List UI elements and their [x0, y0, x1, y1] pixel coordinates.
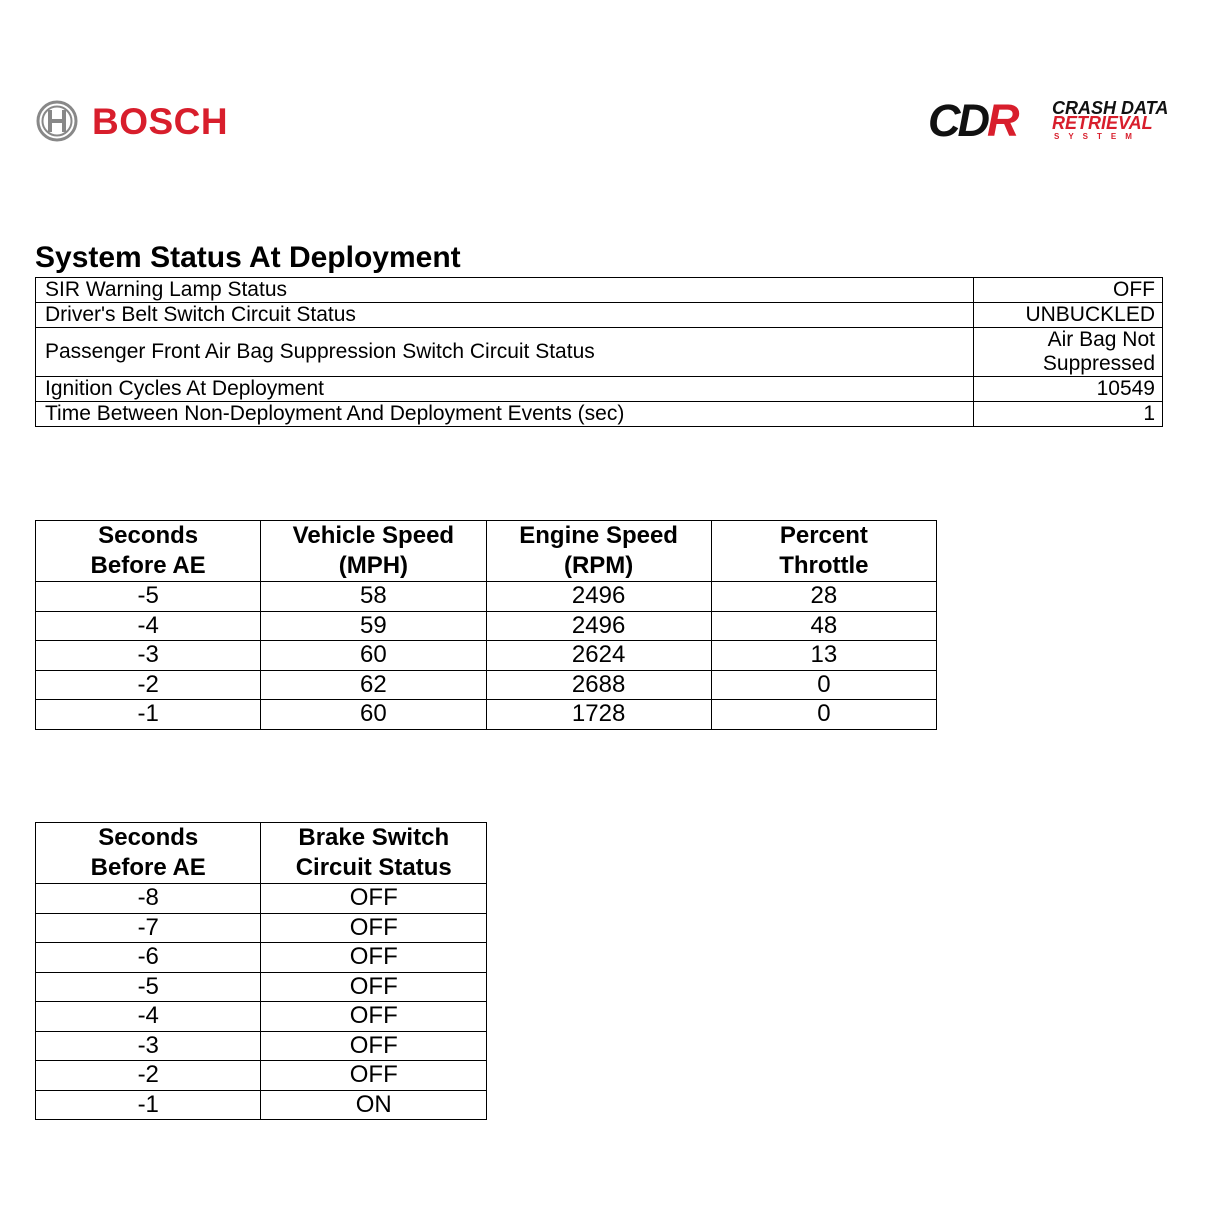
- table-row: [36, 670, 937, 700]
- table-cell: -2: [36, 670, 261, 700]
- brake-switch-table: [35, 822, 487, 1120]
- header-line: Seconds: [98, 522, 199, 549]
- table-cell: 2688: [486, 670, 711, 700]
- table-cell: 0: [711, 670, 936, 700]
- table-cell: -7: [36, 913, 261, 943]
- status-value: 10549: [974, 377, 1163, 402]
- cdr-letter-d: D: [957, 95, 987, 146]
- header-line: Engine Speed: [519, 522, 678, 549]
- table-row: [36, 377, 1163, 402]
- cdr-letter-c: C: [928, 95, 958, 146]
- table-cell: 2496: [486, 582, 711, 612]
- header-line: Before AE: [90, 854, 206, 881]
- table-row: [36, 1090, 487, 1120]
- cdr-tagline-retrieval: RETRIEVAL: [1052, 113, 1153, 133]
- bosch-armature-icon: [36, 100, 78, 142]
- table-cell: 60: [261, 641, 486, 671]
- status-value: [974, 328, 1163, 377]
- table-cell: OFF: [261, 1031, 487, 1061]
- table-row: [36, 1002, 487, 1032]
- header-line: (MPH): [338, 552, 409, 579]
- table-cell: 2496: [486, 611, 711, 641]
- cdr-letter-r: R: [987, 95, 1017, 146]
- table-cell: -1: [36, 700, 261, 730]
- table-row: [36, 402, 1163, 427]
- cdr-tagline-system: SYSTEM: [1054, 132, 1141, 141]
- table-cell: 48: [711, 611, 936, 641]
- column-header: [486, 521, 711, 582]
- cdr-letters: [928, 96, 1017, 146]
- table-cell: 0: [711, 700, 936, 730]
- header-line: Brake Switch: [298, 824, 450, 851]
- table-row: [36, 943, 487, 973]
- table-cell: -3: [36, 1031, 261, 1061]
- table-cell: 1728: [486, 700, 711, 730]
- status-value: 1: [974, 402, 1163, 427]
- table-cell: OFF: [261, 884, 487, 914]
- table-cell: 28: [711, 582, 936, 612]
- table-cell: 60: [261, 700, 486, 730]
- status-value-line: Air Bag Not: [1047, 328, 1155, 351]
- table-cell: -5: [36, 582, 261, 612]
- header-line: Circuit Status: [295, 854, 452, 881]
- status-label: Driver's Belt Switch Circuit Status: [36, 303, 974, 328]
- column-header: [711, 521, 936, 582]
- header-line: Seconds: [98, 824, 199, 851]
- table-cell: -5: [36, 972, 261, 1002]
- table-cell: -2: [36, 1061, 261, 1091]
- table-cell: 13: [711, 641, 936, 671]
- header-line: Percent: [779, 522, 868, 549]
- table-cell: 58: [261, 582, 486, 612]
- header-line: (RPM): [563, 552, 634, 579]
- table-row: [36, 884, 487, 914]
- table-cell: 62: [261, 670, 486, 700]
- status-value: UNBUCKLED: [974, 303, 1163, 328]
- bosch-logo: [36, 100, 228, 142]
- table-cell: -8: [36, 884, 261, 914]
- table-cell: -3: [36, 641, 261, 671]
- table-header-row: [36, 521, 937, 582]
- table-row: [36, 582, 937, 612]
- table-cell: OFF: [261, 1002, 487, 1032]
- column-header: [36, 521, 261, 582]
- cdr-tagline-crash-data: CRASH DATA: [1052, 98, 1169, 118]
- table-cell: -4: [36, 611, 261, 641]
- table-cell: ON: [261, 1090, 487, 1120]
- table-cell: -4: [36, 1002, 261, 1032]
- table-cell: OFF: [261, 1061, 487, 1091]
- table-row: [36, 641, 937, 671]
- table-row: [36, 611, 937, 641]
- table-cell: 59: [261, 611, 486, 641]
- cdr-logo: [928, 96, 1203, 146]
- table-cell: -1: [36, 1090, 261, 1120]
- table-row: [36, 328, 1163, 377]
- table-row: [36, 972, 487, 1002]
- pre-crash-speed-table: [35, 520, 937, 730]
- status-label: Ignition Cycles At Deployment: [36, 377, 974, 402]
- table-row: [36, 278, 1163, 303]
- status-value: OFF: [974, 278, 1163, 303]
- column-header: [36, 823, 261, 884]
- table-cell: 2624: [486, 641, 711, 671]
- table-row: [36, 700, 937, 730]
- table-header-row: [36, 823, 487, 884]
- table-row: [36, 1061, 487, 1091]
- header-line: Before AE: [90, 552, 206, 579]
- table-row: [36, 913, 487, 943]
- header-line: Throttle: [779, 552, 869, 579]
- status-label: Passenger Front Air Bag Suppression Switch Circuit Status: [36, 328, 974, 377]
- header-line: Vehicle Speed: [292, 522, 455, 549]
- status-label: SIR Warning Lamp Status: [36, 278, 974, 303]
- table-cell: OFF: [261, 972, 487, 1002]
- status-value-line: Suppressed: [1042, 352, 1155, 375]
- table-cell: -6: [36, 943, 261, 973]
- table-cell: OFF: [261, 913, 487, 943]
- column-header: [261, 521, 486, 582]
- system-status-table: [35, 277, 1163, 427]
- status-label: Time Between Non-Deployment And Deployment Events (sec): [36, 402, 974, 427]
- column-header: [261, 823, 487, 884]
- section-title: System Status At Deployment: [35, 241, 461, 274]
- bosch-brand-text: BOSCH: [92, 100, 229, 142]
- table-cell: OFF: [261, 943, 487, 973]
- table-row: [36, 303, 1163, 328]
- table-row: [36, 1031, 487, 1061]
